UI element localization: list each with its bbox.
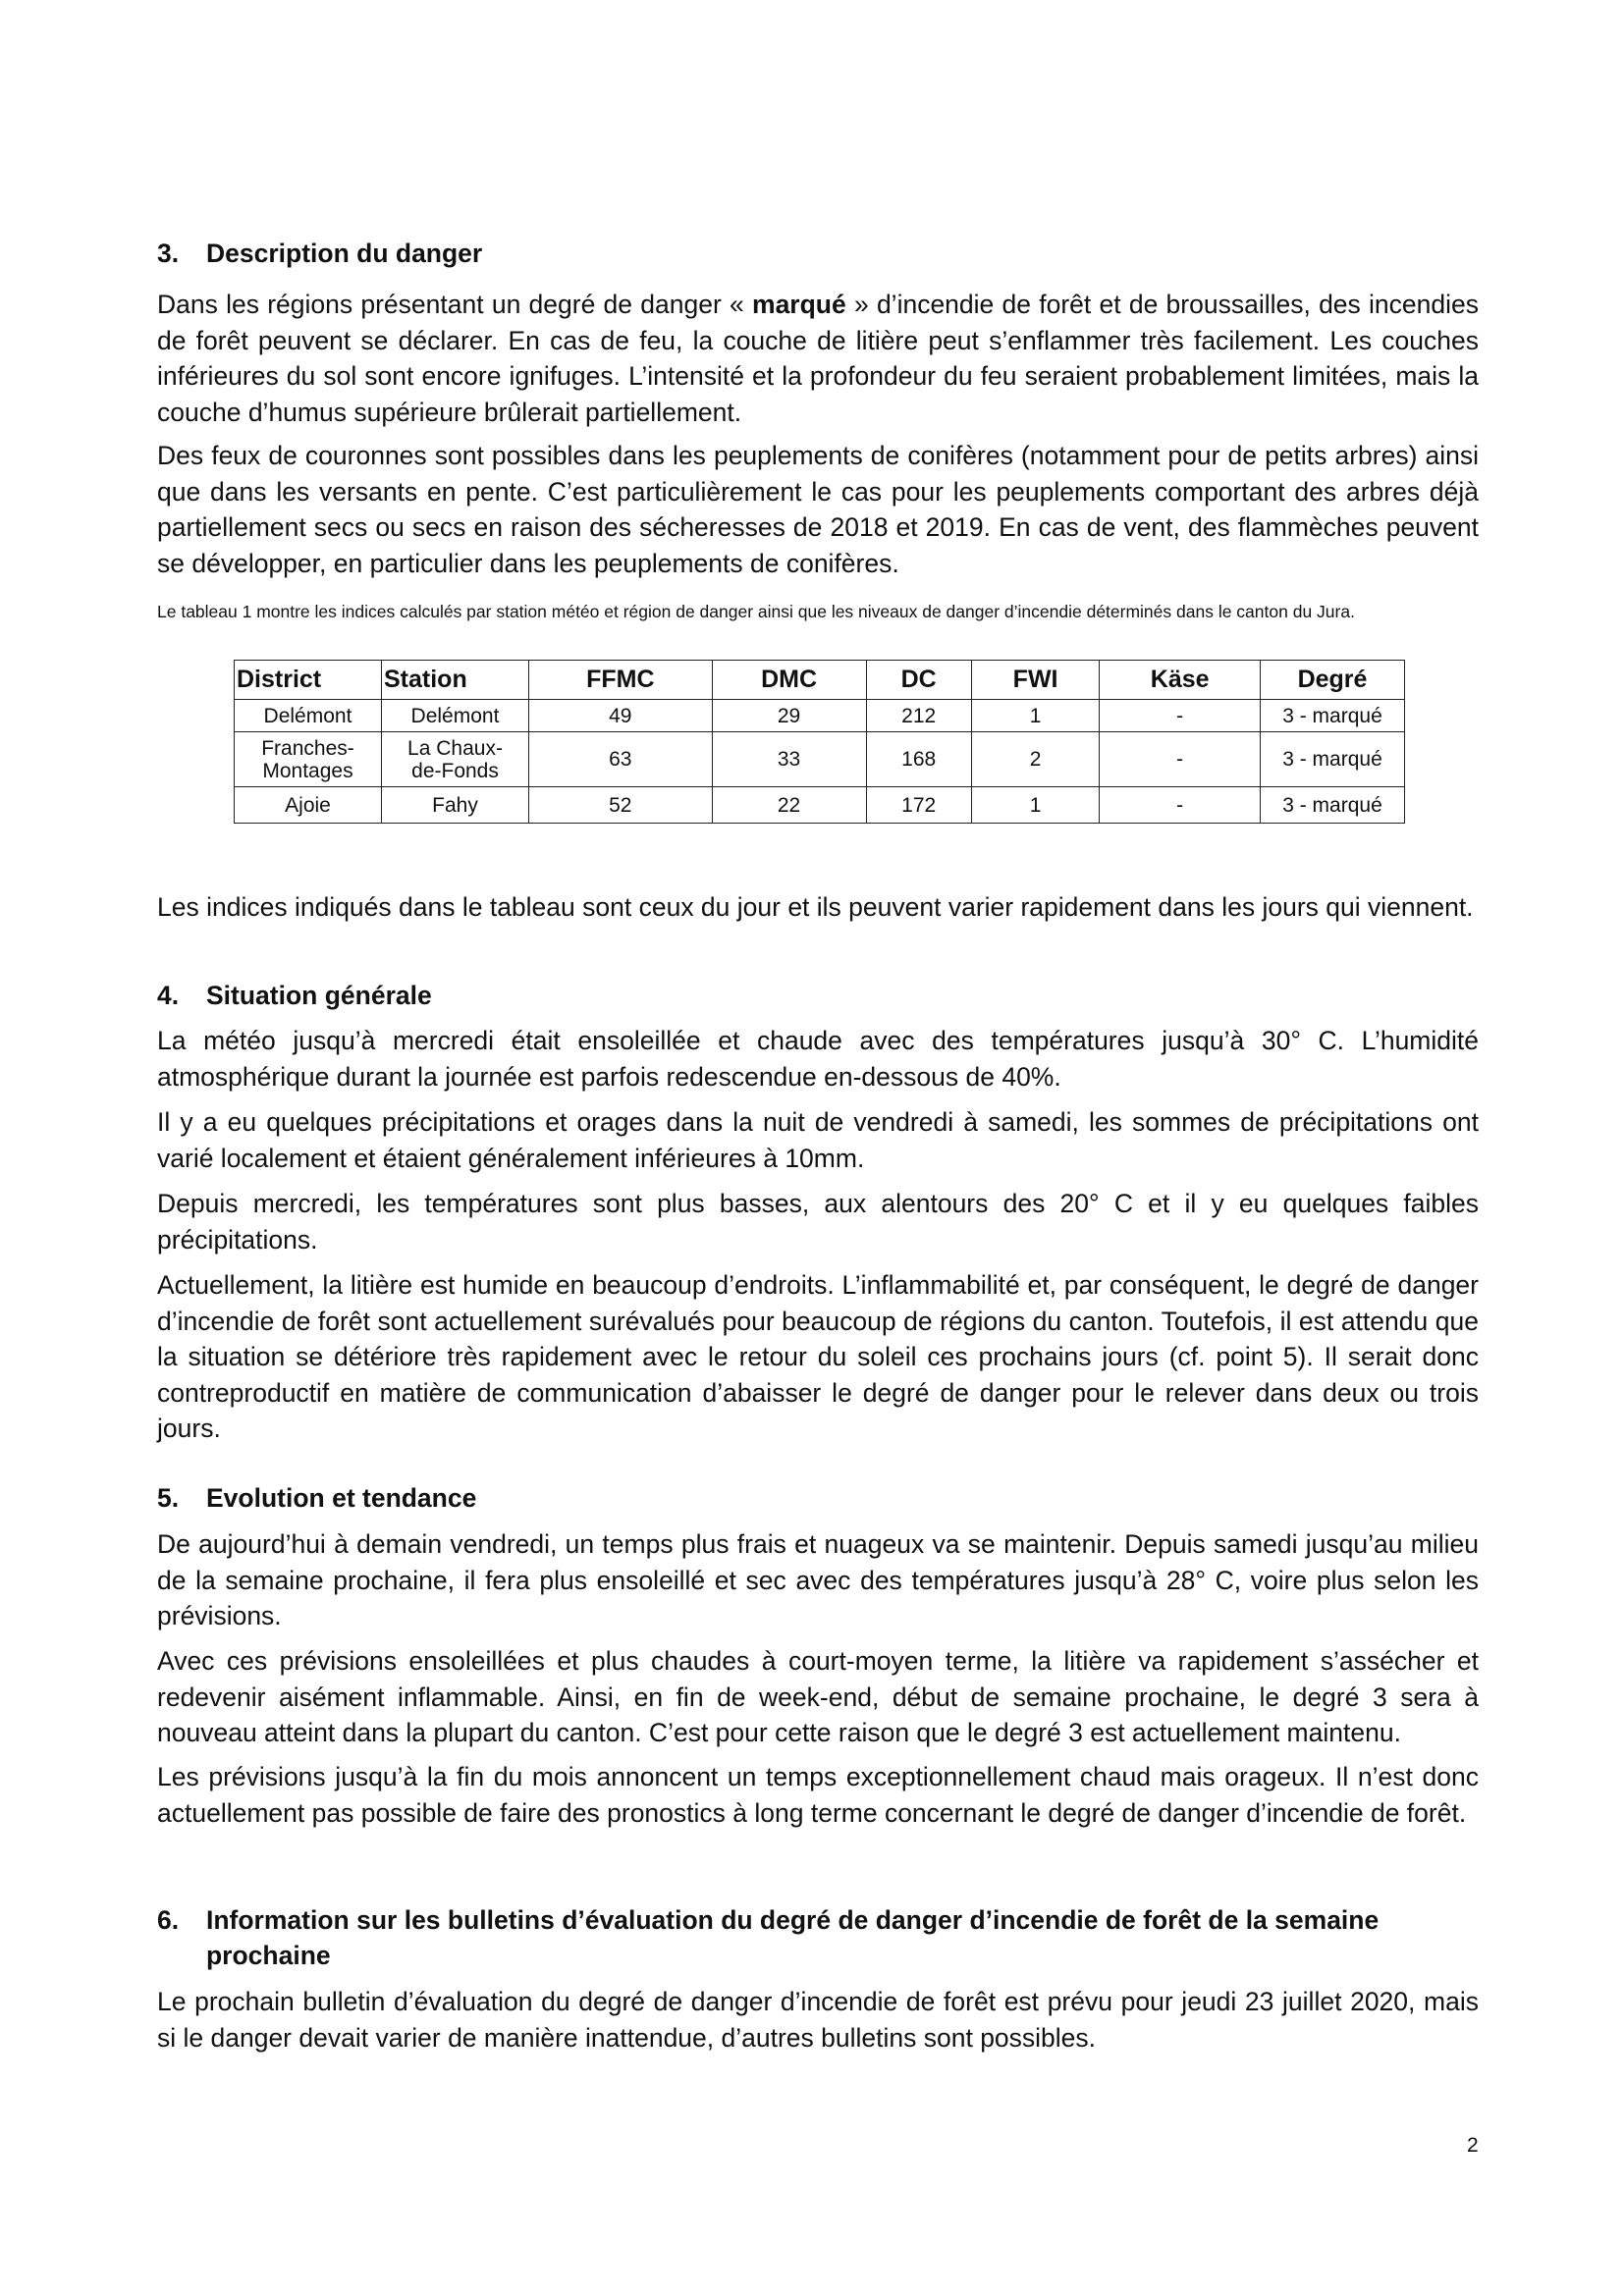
cell-kase: -	[1100, 700, 1261, 732]
cell-dmc: 22	[712, 787, 866, 824]
section-4-paragraph-3: Depuis mercredi, les températures sont plus basses, aux alentours des 20° C et il y eu quelques faibles précipitations.	[157, 1189, 1479, 1255]
cell-fwi: 1	[971, 700, 1099, 732]
table-note-paragraph: Les indices indiqués dans le tableau sont ceux du jour et ils peuvent varier rapidement dans les jours qui viennent.	[157, 892, 1474, 922]
header-ffmc: FFMC	[529, 661, 713, 700]
cell-district: Franches-Montages	[235, 732, 382, 787]
section-5-number: 5.	[157, 1483, 180, 1513]
section-6-number: 6.	[157, 1905, 180, 1935]
danger-index-table	[234, 660, 1405, 824]
section-4-paragraph-4: Actuellement, la litière est humide en beaucoup d’endroits. L’inflammabilité et, par conséquent, le degré de danger d’incendie de forêt sont actuellement surévalués pour beaucoup de régions du canton. Toutefois, il est attendu que la situation se détériore très rapidement avec le retour du soleil ces prochains jours (cf. point 5). Il serait donc contreproductif en matière de communication d’abaisser le degré de danger pour le relever dans deux ou trois jours.	[157, 1270, 1479, 1443]
cell-station: Delémont	[382, 700, 529, 732]
cell-dc: 172	[866, 787, 971, 824]
header-fwi: FWI	[971, 661, 1099, 700]
cell-district: Delémont	[235, 700, 382, 732]
paragraph-text: » d’incendie de forêt et de broussailles, des incendies de forêt peuvent se déclarer. En cas de feu, la couche de litière peut s’enflammer très facilement. Les couches inférieures du sol sont encore ignifuges. L’intensité et la profondeur du feu seraient probablement limitées, mais la couche d’humus supérieure brûlerait partiellement.	[157, 290, 1479, 427]
cell-district: Ajoie	[235, 787, 382, 824]
section-5-title: Evolution et tendance	[206, 1483, 477, 1513]
table-row	[235, 700, 1405, 732]
cell-dmc: 29	[712, 700, 866, 732]
cell-kase: -	[1100, 732, 1261, 787]
danger-level-bold: marqué	[752, 290, 846, 319]
header-dc: DC	[866, 661, 971, 700]
section-6-title: Information sur les bulletins d’évaluation du degré de danger d’incendie de forêt de la semaine prochaine	[206, 1905, 1380, 1970]
paragraph-text: Dans les régions présentant un degré de danger «	[157, 290, 752, 319]
table-caption: Le tableau 1 montre les indices calculés par station météo et région de danger ainsi que les niveaux de danger d’incendie déterminés dans le canton du Jura.	[157, 602, 1355, 621]
section-3-paragraph-1	[157, 287, 1479, 430]
header-station: Station	[382, 661, 529, 700]
section-4-heading	[157, 978, 1479, 1013]
cell-fwi: 2	[971, 732, 1099, 787]
section-4-paragraph-2: Il y a eu quelques précipitations et orages dans la nuit de vendredi à samedi, les sommes de précipitations ont varié localement et étaient généralement inférieures à 10mm.	[157, 1107, 1479, 1173]
table-row	[235, 787, 1405, 824]
section-5-paragraph-1: De aujourd’hui à demain vendredi, un temps plus frais et nuageux va se maintenir. Depuis samedi jusqu’au milieu de la semaine prochaine, il fera plus ensoleillé et sec avec des températures jusqu’à 28° C, voire plus selon les prévisions.	[157, 1529, 1479, 1630]
page-number: 2	[1467, 2134, 1479, 2157]
cell-dc: 168	[866, 732, 971, 787]
cell-ffmc: 63	[529, 732, 713, 787]
cell-ffmc: 52	[529, 787, 713, 824]
cell-kase: -	[1100, 787, 1261, 824]
cell-degre: 3 - marqué	[1261, 700, 1405, 732]
cell-fwi: 1	[971, 787, 1099, 824]
cell-dmc: 33	[712, 732, 866, 787]
cell-dc: 212	[866, 700, 971, 732]
section-3-heading	[157, 236, 1479, 271]
section-5-heading	[157, 1480, 1479, 1516]
table-header-row	[235, 661, 1405, 700]
cell-degre: 3 - marqué	[1261, 732, 1405, 787]
cell-station: La Chaux-de-Fonds	[382, 732, 529, 787]
section-4-paragraph-1: La météo jusqu’à mercredi était ensoleillée et chaude avec des températures jusqu’à 30° C. L’humidité atmosphérique durant la journée est parfois redescendue en-dessous de 40%.	[157, 1026, 1479, 1092]
section-5-paragraph-3: Les prévisions jusqu’à la fin du mois annoncent un temps exceptionnellement chaud mais orageux. Il n’est donc actuellement pas possible de faire des pronostics à long terme concernant le degré de danger d’incendie de forêt.	[157, 1762, 1479, 1828]
section-4-number: 4.	[157, 981, 180, 1010]
section-5-paragraph-2: Avec ces prévisions ensoleillées et plus chaudes à court-moyen terme, la litière va rapidement s’assécher et redevenir aisément inflammable. Ainsi, en fin de week-end, début de semaine prochaine, le degré 3 sera à nouveau atteint dans la plupart du canton. C’est pour cette raison que le degré 3 est actuellement maintenu.	[157, 1646, 1479, 1747]
cell-ffmc: 49	[529, 700, 713, 732]
cell-station: Fahy	[382, 787, 529, 824]
header-kase: Käse	[1100, 661, 1261, 700]
cell-degre: 3 - marqué	[1261, 787, 1405, 824]
section-3-title: Description du danger	[206, 239, 483, 268]
section-3-number: 3.	[157, 239, 180, 268]
section-6-paragraph-1: Le prochain bulletin d’évaluation du degré de danger d’incendie de forêt est prévu pour jeudi 23 juillet 2020, mais si le danger devait varier de manière inattendue, d’autres bulletins sont possibles.	[157, 1987, 1479, 2053]
section-3-paragraph-2: Des feux de couronnes sont possibles dans les peuplements de conifères (notamment pour de petits arbres) ainsi que dans les versants en pente. C’est particulièrement le cas pour les peuplements comportant des arbres déjà partiellement secs ou secs en raison des sécheresses de 2018 et 2019. En cas de vent, des flammèches peuvent se développer, en particulier dans les peuplements de conifères.	[157, 441, 1479, 578]
table-row	[235, 732, 1405, 787]
section-4-title: Situation générale	[206, 981, 432, 1010]
header-district: District	[235, 661, 382, 700]
header-dmc: DMC	[712, 661, 866, 700]
header-degre: Degré	[1261, 661, 1405, 700]
section-6-heading	[157, 1902, 1479, 1973]
